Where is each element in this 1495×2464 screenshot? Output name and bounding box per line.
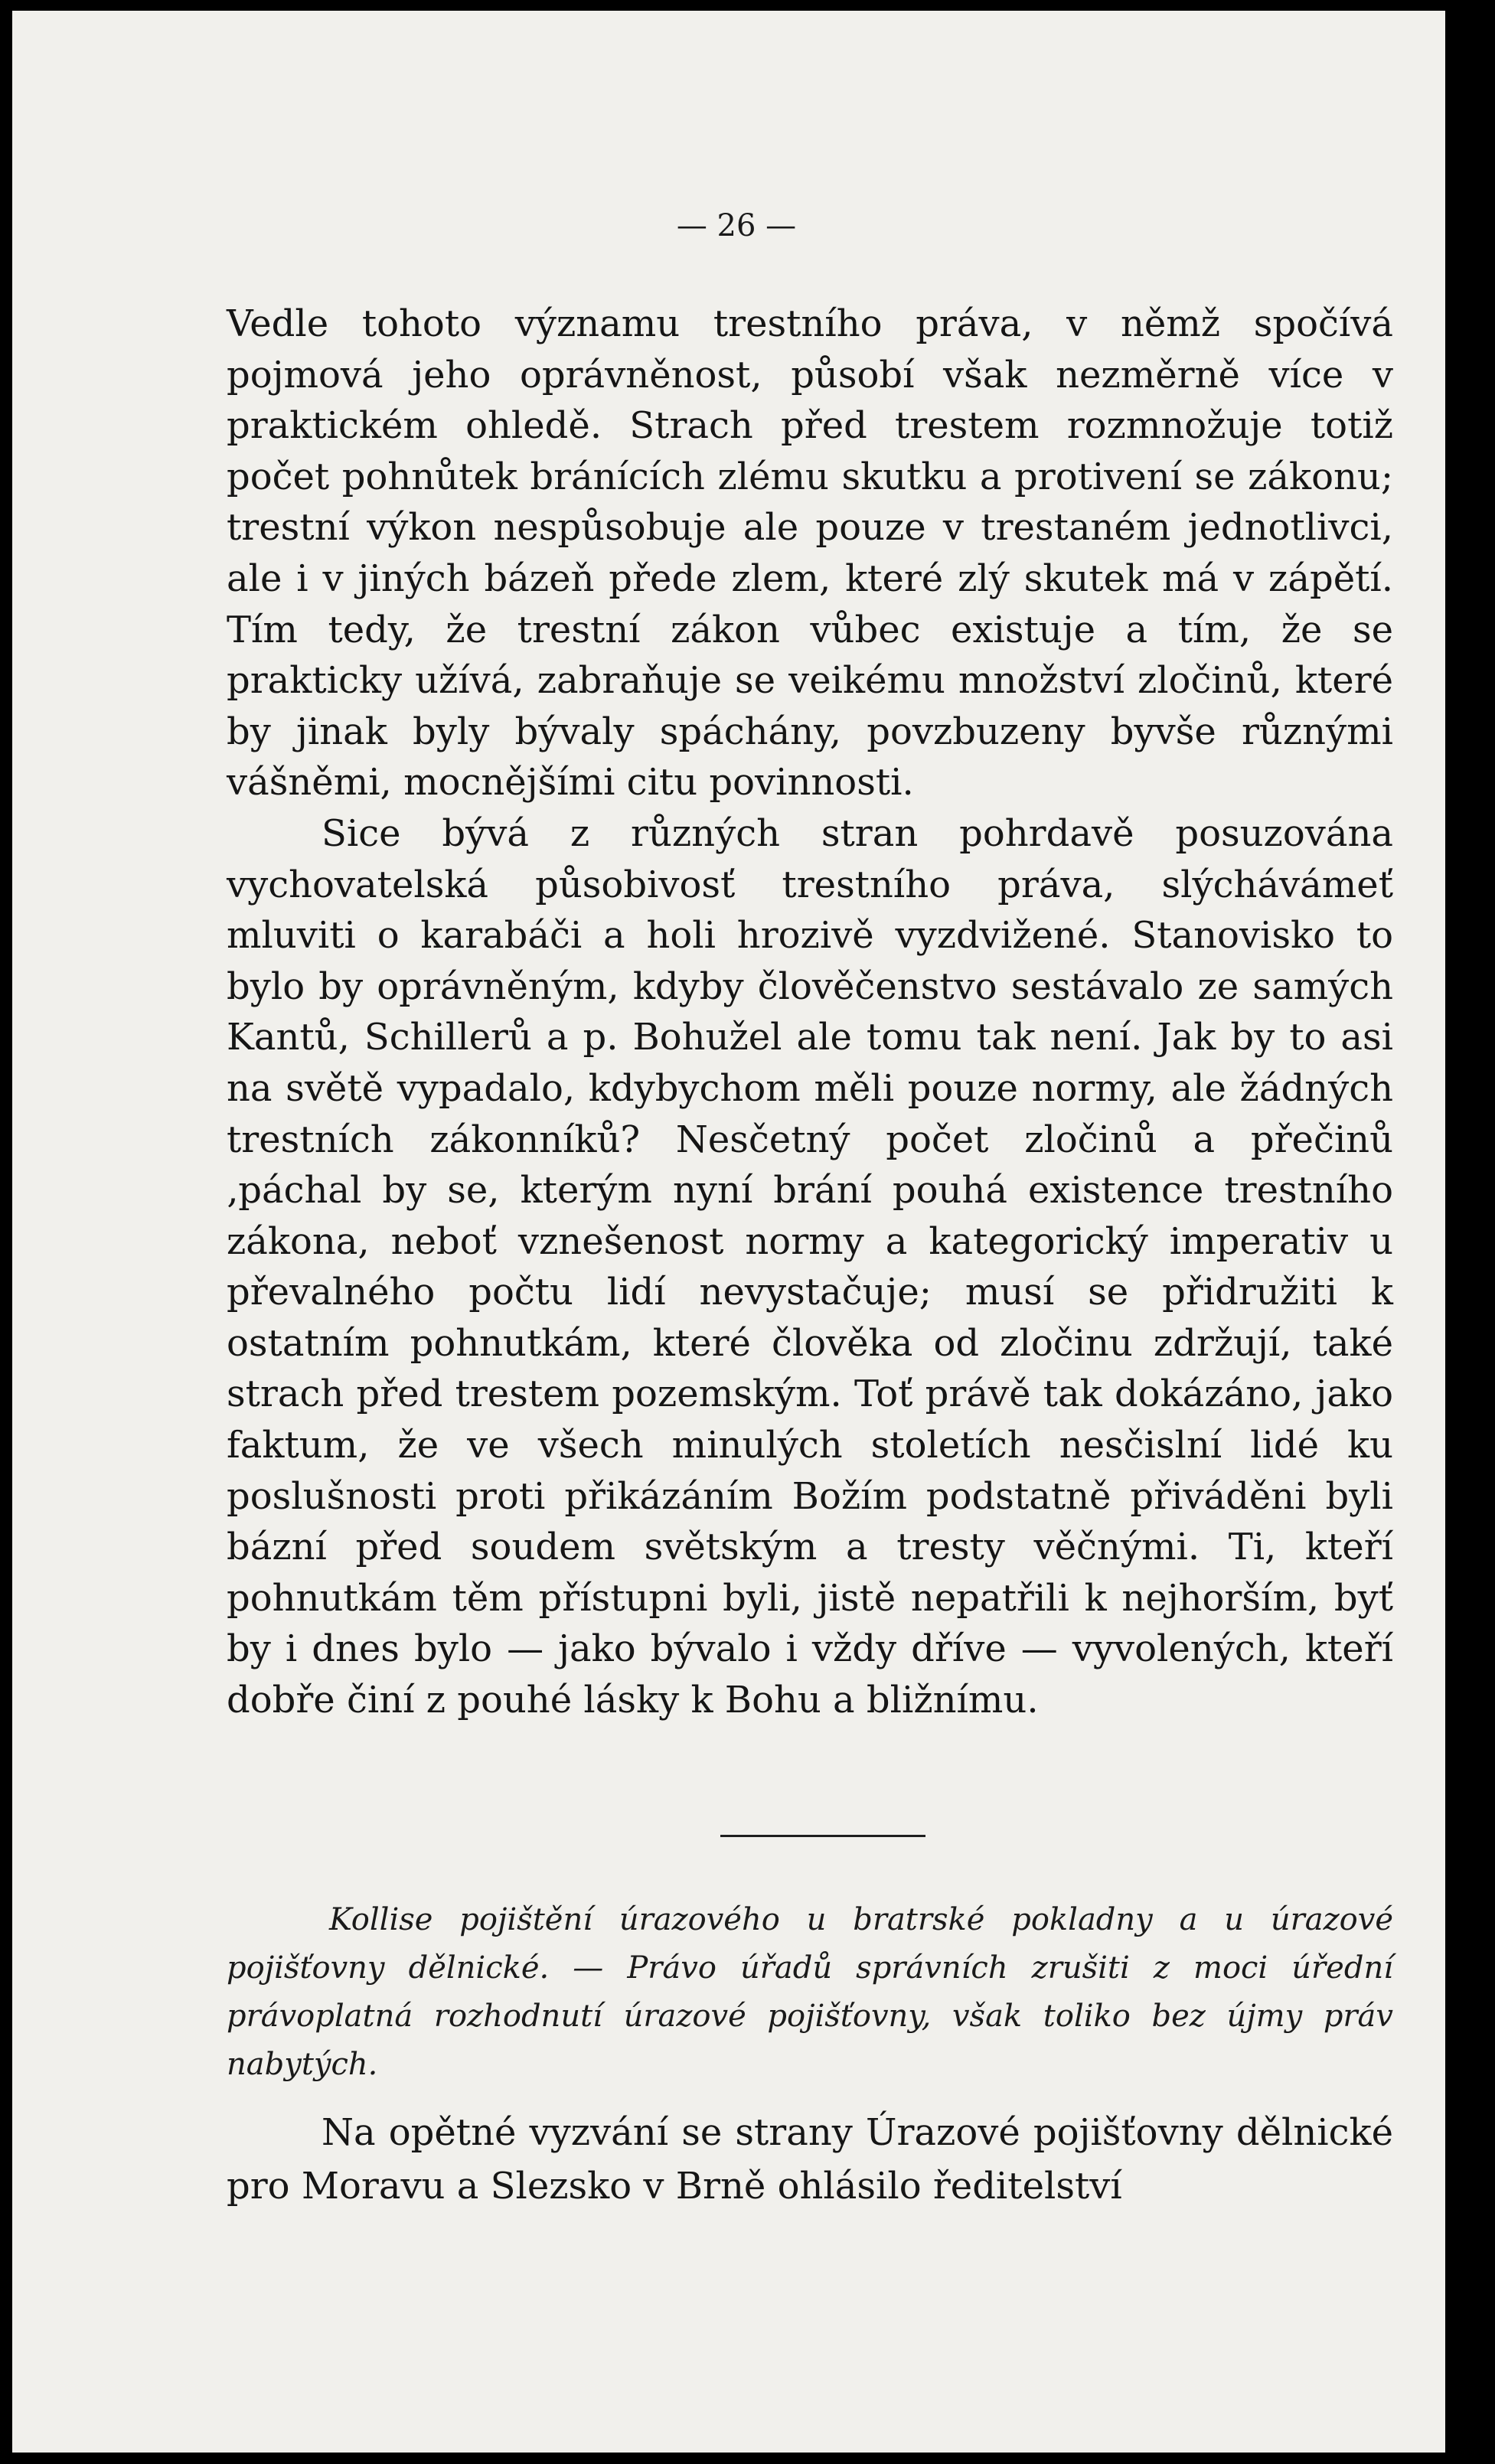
section-body (227, 2106, 1393, 2213)
paragraph-1: Vedle tohoto významu trestního práva, v němž spočívá pojmová jeho oprávněnost, působí však nezměrně více v praktickém ohledě. Strach před trestem rozmnožuje totiž počet pohnůtek bránících zlému skutku a protivení se zákonu; trestní výkon nespůsobuje ale pouze v trestaném jednotlivci, ale i v jiných bázeň přede zlem, které zlý skutek má v zápětí. Tím tedy, že trestní zákon vůbec existuje a tím, že se prakticky užívá, zabraňuje se veikému množství zločinů, které by jinak byly bývaly spáchány, povzbuzeny byvše různými vášněmi, mocnějšími citu povinnosti. (227, 302, 1393, 804)
page-number: — 26 — (676, 208, 797, 243)
paragraph-2: Sice bývá z různých stran pohrdavě posuzována vychovatelská působivosť trestního práva, slýchávámeť mluviti o karabáči a holi hrozivě vyzdvižené. Stanovisko to bylo by oprávněným, kdyby člověčenstvo sestávalo ze samých Kantů, Schillerů a p. Bohužel ale tomu tak není. Jak by to asi na světě vypadalo, kdybychom měli pouze normy, ale žádných trestních zákonníků? Nesčetný počet zločinů a přečinů ‚páchal by se, kterým nyní brání pouhá existence trestního zákona, neboť vznešenost normy a kategorický imperativ u převalného počtu lidí nevystačuje; musí se přidružiti k ostatním pohnutkám, které člověka od zločinu zdržují, také strach před trestem pozemským. Toť právě tak dokázáno, jako faktum, že ve všech minulých stoletích nesčislní lidé ku poslušnosti proti přikázáním Božím podstatně přiváděni byli bázní před soudem světským a tresty věčnými. Ti, kteří pohnutkám těm přístupni byli, jistě nepatřili k nejhorším, byť by i dnes bylo — jako bývalo i vždy dříve — vyvolených, kteří dobře činí z pouhé lásky k Bohu a bližnímu. (227, 811, 1393, 1722)
section-heading-text: Kollise pojištění úrazového u bratrské pokladny a u úrazové pojišťovny dělnické. — Právo úřadů správních zrušiti z moci úřední právoplatná rozhodnutí úrazové pojišťovny, však toliko bez újmy práv nabytých. (227, 1902, 1393, 2082)
section-heading (227, 1896, 1393, 2089)
section-paragraph: Na opětné vyzvání se strany Úrazové pojišťovny dělnické pro Moravu a Slezsko v Brně ohlásilo ředitelství (227, 2111, 1393, 2208)
book-page (12, 11, 1445, 2453)
body-text (227, 299, 1393, 1726)
section-divider (720, 1835, 925, 1837)
